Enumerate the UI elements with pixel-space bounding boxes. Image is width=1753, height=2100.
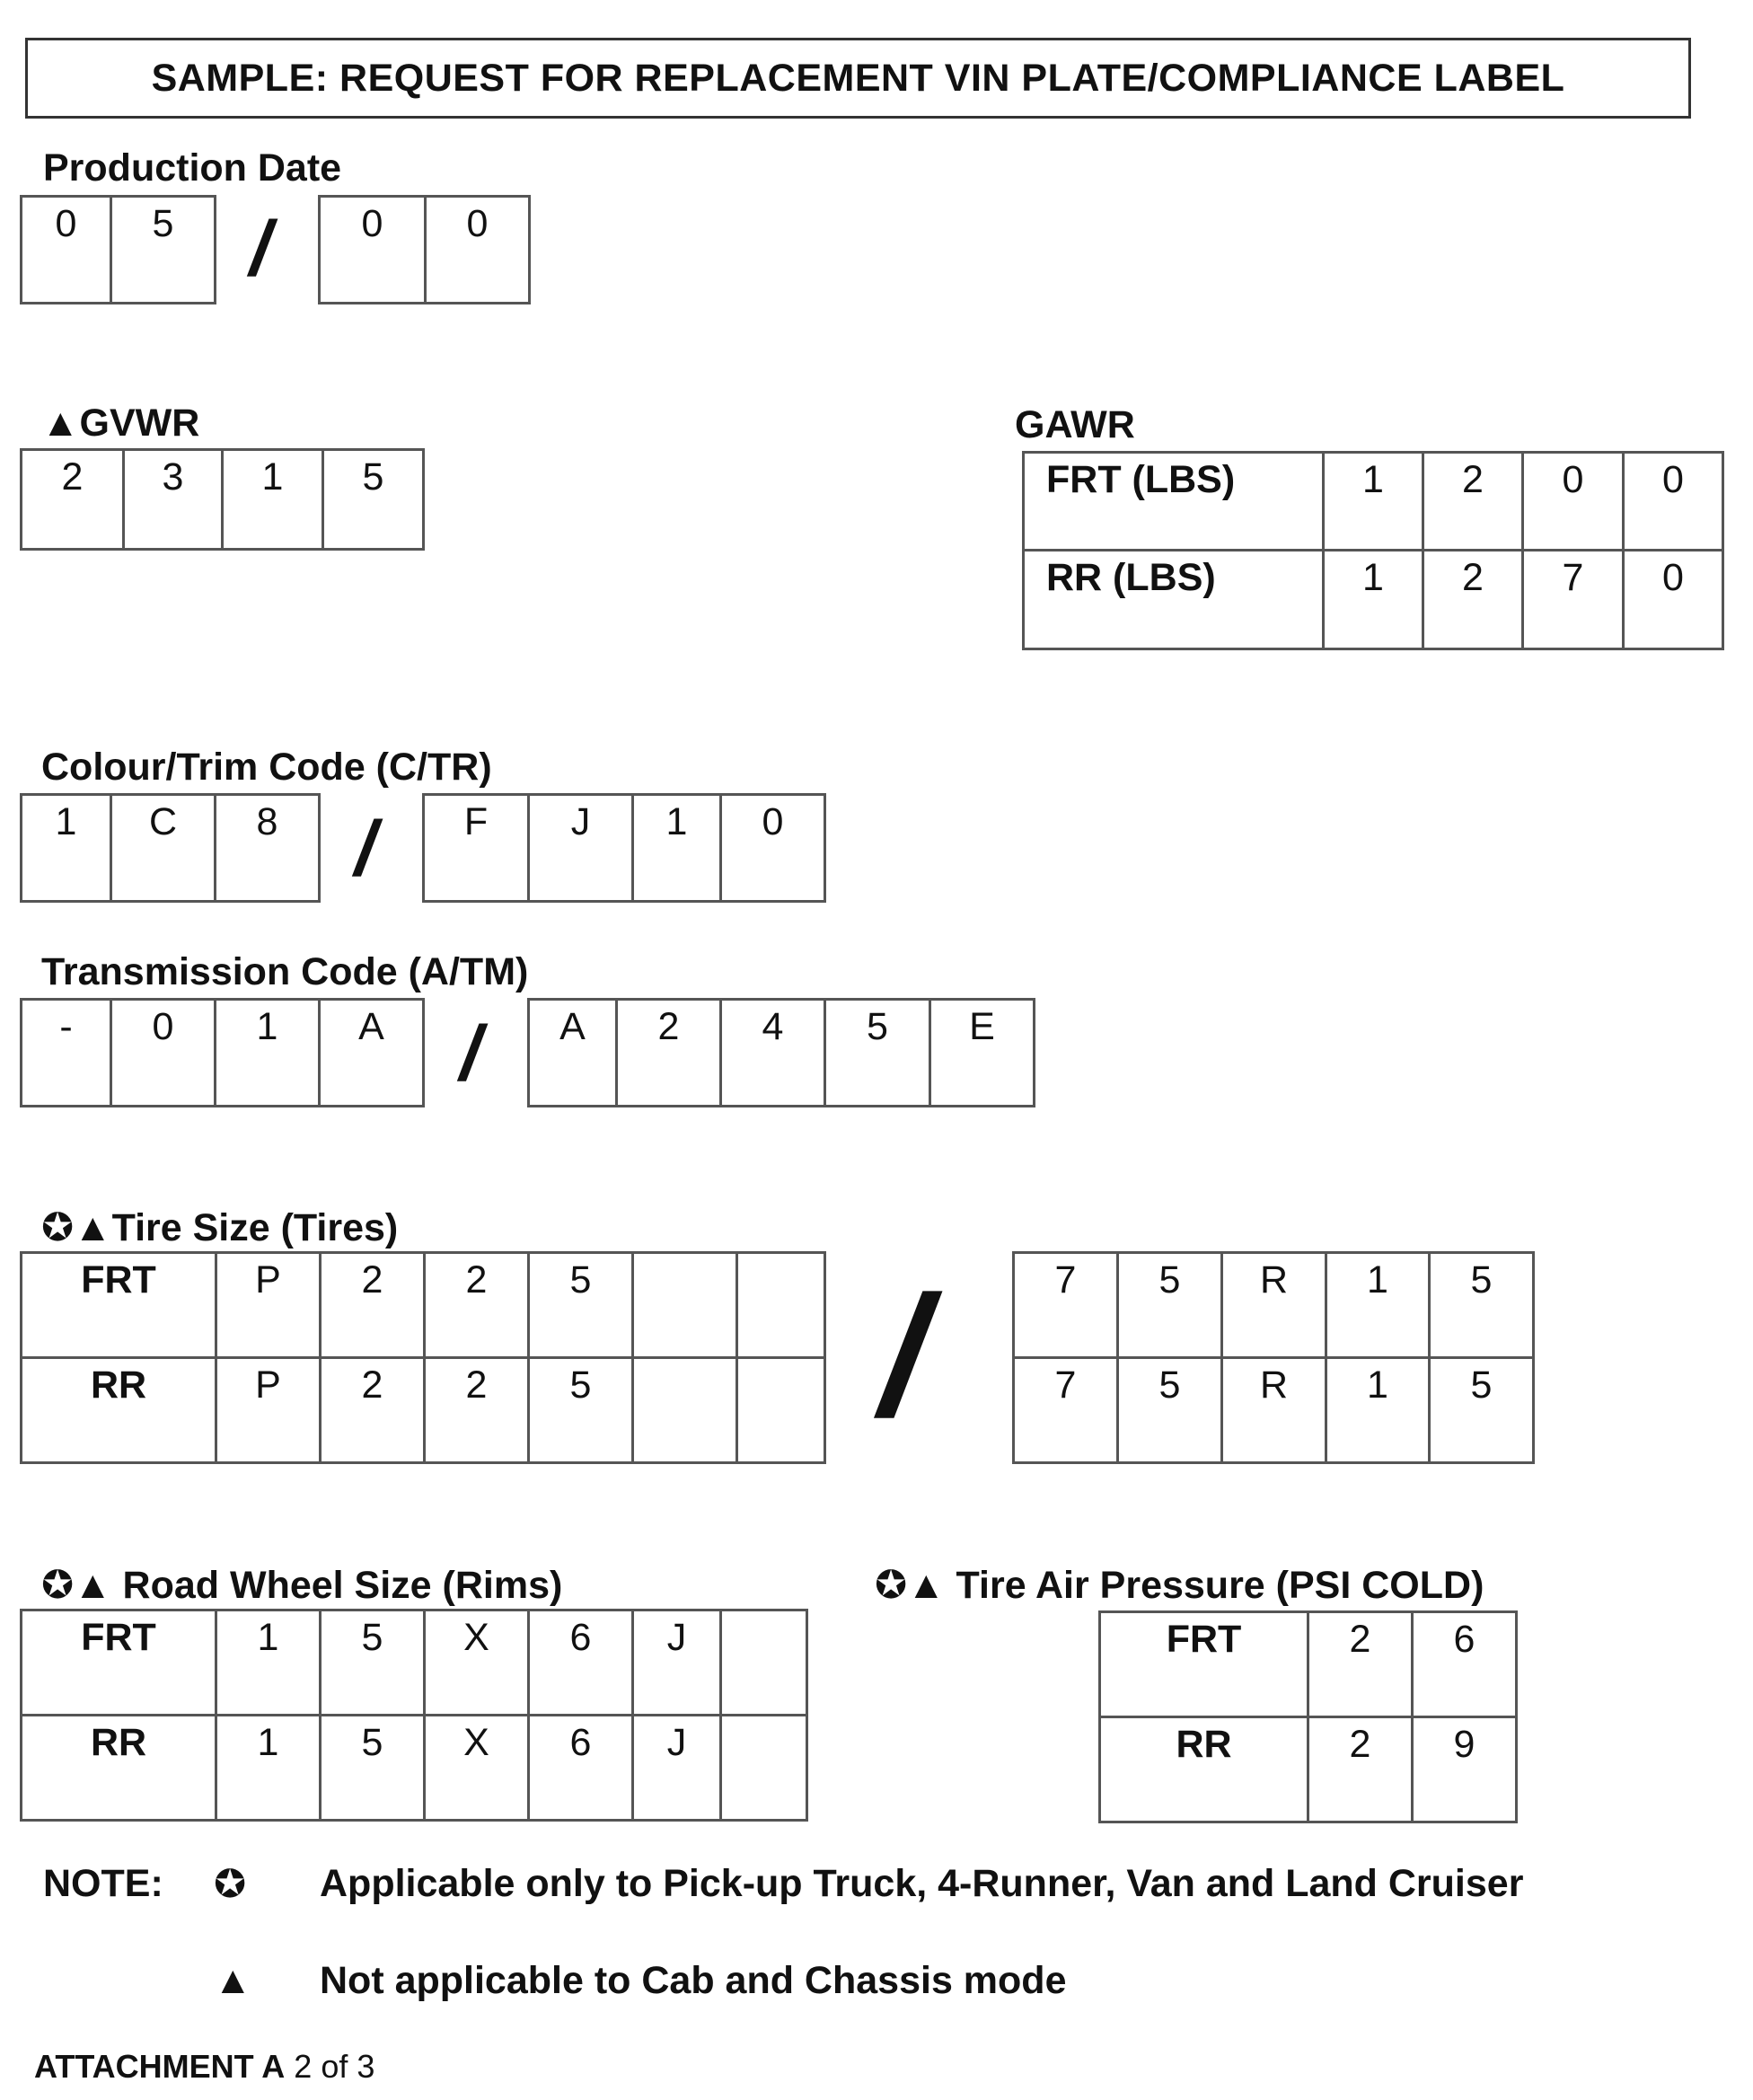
gvwr-cell: 3 bbox=[124, 450, 223, 550]
transmission-separator: / bbox=[460, 1010, 481, 1097]
tire-size-right-table bbox=[1012, 1251, 1535, 1464]
tire-pressure-cell: 9 bbox=[1413, 1717, 1517, 1822]
note-text: Not applicable to Cab and Chassis mode bbox=[320, 1959, 1067, 2002]
transmission-cell: 5 bbox=[825, 1000, 930, 1107]
production-date-cell: 5 bbox=[111, 197, 216, 304]
tire-size-cell: 5 bbox=[1430, 1253, 1534, 1358]
gawr-cell: 0 bbox=[1624, 453, 1723, 551]
gawr-row-front bbox=[1024, 453, 1723, 551]
wheel-size-row-front bbox=[22, 1610, 807, 1716]
production-date-month-boxes bbox=[20, 195, 216, 304]
transmission-cell: 1 bbox=[216, 1000, 320, 1107]
attachment-label: ATTACHMENT A bbox=[34, 2048, 286, 2085]
note-text: Applicable only to Pick-up Truck, 4-Runner, Van and Land Cruiser bbox=[320, 1862, 1524, 1905]
colour-trim-cell: F bbox=[424, 795, 529, 902]
footer bbox=[34, 2048, 374, 2086]
colour-trim-cell: 1 bbox=[22, 795, 111, 902]
gawr-cell: 1 bbox=[1324, 551, 1423, 649]
wheel-size-cell: 5 bbox=[321, 1610, 425, 1716]
colour-trim-cell: 8 bbox=[216, 795, 320, 902]
transmission-cell: 0 bbox=[111, 1000, 216, 1107]
wheel-size-table bbox=[20, 1609, 808, 1822]
gawr-cell: 0 bbox=[1523, 453, 1624, 551]
tire-size-cell: P bbox=[216, 1253, 321, 1358]
transmission-cell: E bbox=[930, 1000, 1035, 1107]
wheel-size-cell: X bbox=[425, 1610, 529, 1716]
production-date-cell: 0 bbox=[22, 197, 111, 304]
colour-trim-separator: / bbox=[355, 806, 376, 892]
gawr-row-rear bbox=[1024, 551, 1723, 649]
wheel-size-cell bbox=[721, 1610, 807, 1716]
production-date-cell: 0 bbox=[426, 197, 530, 304]
tire-size-row-label: RR bbox=[22, 1358, 216, 1463]
tire-size-cell bbox=[633, 1253, 737, 1358]
wheel-size-cell: J bbox=[633, 1610, 721, 1716]
transmission-cell: - bbox=[22, 1000, 111, 1107]
tire-size-row-front bbox=[22, 1253, 825, 1358]
transmission-cell: 4 bbox=[721, 1000, 825, 1107]
gvwr-cell: 1 bbox=[223, 450, 323, 550]
tire-pressure-label: ✪▲ Tire Air Pressure (PSI COLD) bbox=[875, 1564, 1484, 1607]
wheel-size-cell: 6 bbox=[529, 1610, 633, 1716]
wheel-size-row-label: FRT bbox=[22, 1610, 216, 1716]
colour-trim-cell: J bbox=[529, 795, 633, 902]
colour-trim-label: Colour/Trim Code (C/TR) bbox=[41, 746, 492, 789]
gvwr-label: ▲GVWR bbox=[41, 401, 200, 445]
tire-size-separator: / bbox=[880, 1261, 928, 1451]
gvwr-cell: 5 bbox=[323, 450, 424, 550]
tire-size-cell: P bbox=[216, 1358, 321, 1463]
gawr-row-label: FRT (LBS) bbox=[1024, 453, 1324, 551]
wheel-size-row-label: RR bbox=[22, 1716, 216, 1821]
note-heading: NOTE: bbox=[43, 1862, 163, 1905]
production-date-label: Production Date bbox=[43, 146, 342, 190]
colour-trim-cell: 0 bbox=[721, 795, 825, 902]
colour-trim-cell: C bbox=[111, 795, 216, 902]
trim-code-boxes bbox=[422, 793, 826, 903]
wheel-size-row-rear bbox=[22, 1716, 807, 1821]
tire-pressure-cell: 6 bbox=[1413, 1612, 1517, 1717]
tire-size-left-table bbox=[20, 1251, 826, 1464]
transmission-right-boxes bbox=[527, 998, 1035, 1107]
wheel-size-cell: X bbox=[425, 1716, 529, 1821]
production-date-cell: 0 bbox=[320, 197, 426, 304]
tire-size-cell: 5 bbox=[529, 1253, 633, 1358]
gawr-cell: 7 bbox=[1523, 551, 1624, 649]
tire-size-cell: R bbox=[1222, 1253, 1326, 1358]
wheel-size-cell: 1 bbox=[216, 1716, 321, 1821]
gawr-cell: 1 bbox=[1324, 453, 1423, 551]
tire-size-cell bbox=[737, 1253, 825, 1358]
transmission-label: Transmission Code (A/TM) bbox=[41, 950, 529, 993]
gawr-cell: 2 bbox=[1423, 551, 1523, 649]
tire-size-cell: 7 bbox=[1014, 1358, 1118, 1463]
tire-size-cell: R bbox=[1222, 1358, 1326, 1463]
gvwr-cell: 2 bbox=[22, 450, 124, 550]
tire-size-cell bbox=[737, 1358, 825, 1463]
tire-pressure-cell: 2 bbox=[1308, 1612, 1413, 1717]
note-symbol-triangle-icon: ▲ bbox=[214, 1959, 252, 2002]
wheel-size-cell: 1 bbox=[216, 1610, 321, 1716]
wheel-size-cell: 6 bbox=[529, 1716, 633, 1821]
tire-size-cell: 5 bbox=[1118, 1358, 1222, 1463]
page-number: 2 of 3 bbox=[294, 2048, 375, 2085]
transmission-cell: 2 bbox=[617, 1000, 721, 1107]
wheel-size-cell: J bbox=[633, 1716, 721, 1821]
tire-size-row-label: FRT bbox=[22, 1253, 216, 1358]
tire-pressure-row-label: RR bbox=[1100, 1717, 1308, 1822]
tire-size-cell: 2 bbox=[425, 1358, 529, 1463]
colour-code-boxes bbox=[20, 793, 321, 903]
gvwr-boxes bbox=[20, 448, 425, 551]
tire-size-cell: 5 bbox=[529, 1358, 633, 1463]
tire-size-row-rear bbox=[22, 1358, 825, 1463]
gawr-label: GAWR bbox=[1015, 403, 1135, 446]
tire-size-cell: 2 bbox=[321, 1253, 425, 1358]
tire-size-cell: 5 bbox=[1430, 1358, 1534, 1463]
colour-trim-cell: 1 bbox=[633, 795, 721, 902]
gawr-table bbox=[1022, 451, 1724, 650]
tire-pressure-table bbox=[1098, 1610, 1518, 1823]
gawr-row-label: RR (LBS) bbox=[1024, 551, 1324, 649]
tire-size-cell: 1 bbox=[1326, 1358, 1430, 1463]
wheel-size-cell: 5 bbox=[321, 1716, 425, 1821]
form-title: SAMPLE: REQUEST FOR REPLACEMENT VIN PLATE/COMPLIANCE LABEL bbox=[25, 38, 1691, 119]
transmission-cell: A bbox=[320, 1000, 424, 1107]
note-symbol-star-icon: ✪ bbox=[214, 1863, 247, 1906]
transmission-left-boxes bbox=[20, 998, 425, 1107]
production-date-separator: / bbox=[250, 206, 271, 292]
gawr-cell: 0 bbox=[1624, 551, 1723, 649]
tire-size-cell: 5 bbox=[1118, 1253, 1222, 1358]
tire-size-cell: 2 bbox=[425, 1253, 529, 1358]
tire-size-label: ✪▲Tire Size (Tires) bbox=[41, 1206, 399, 1249]
tire-pressure-cell: 2 bbox=[1308, 1717, 1413, 1822]
wheel-size-cell bbox=[721, 1716, 807, 1821]
transmission-cell: A bbox=[529, 1000, 617, 1107]
tire-size-cell bbox=[633, 1358, 737, 1463]
wheel-size-label: ✪▲ Road Wheel Size (Rims) bbox=[41, 1564, 563, 1607]
gawr-cell: 2 bbox=[1423, 453, 1523, 551]
tire-size-cell: 7 bbox=[1014, 1253, 1118, 1358]
production-date-year-boxes bbox=[318, 195, 531, 304]
tire-size-cell: 1 bbox=[1326, 1253, 1430, 1358]
tire-pressure-row-label: FRT bbox=[1100, 1612, 1308, 1717]
tire-size-cell: 2 bbox=[321, 1358, 425, 1463]
tire-pressure-row-rear bbox=[1100, 1717, 1517, 1822]
tire-pressure-row-front bbox=[1100, 1612, 1517, 1717]
